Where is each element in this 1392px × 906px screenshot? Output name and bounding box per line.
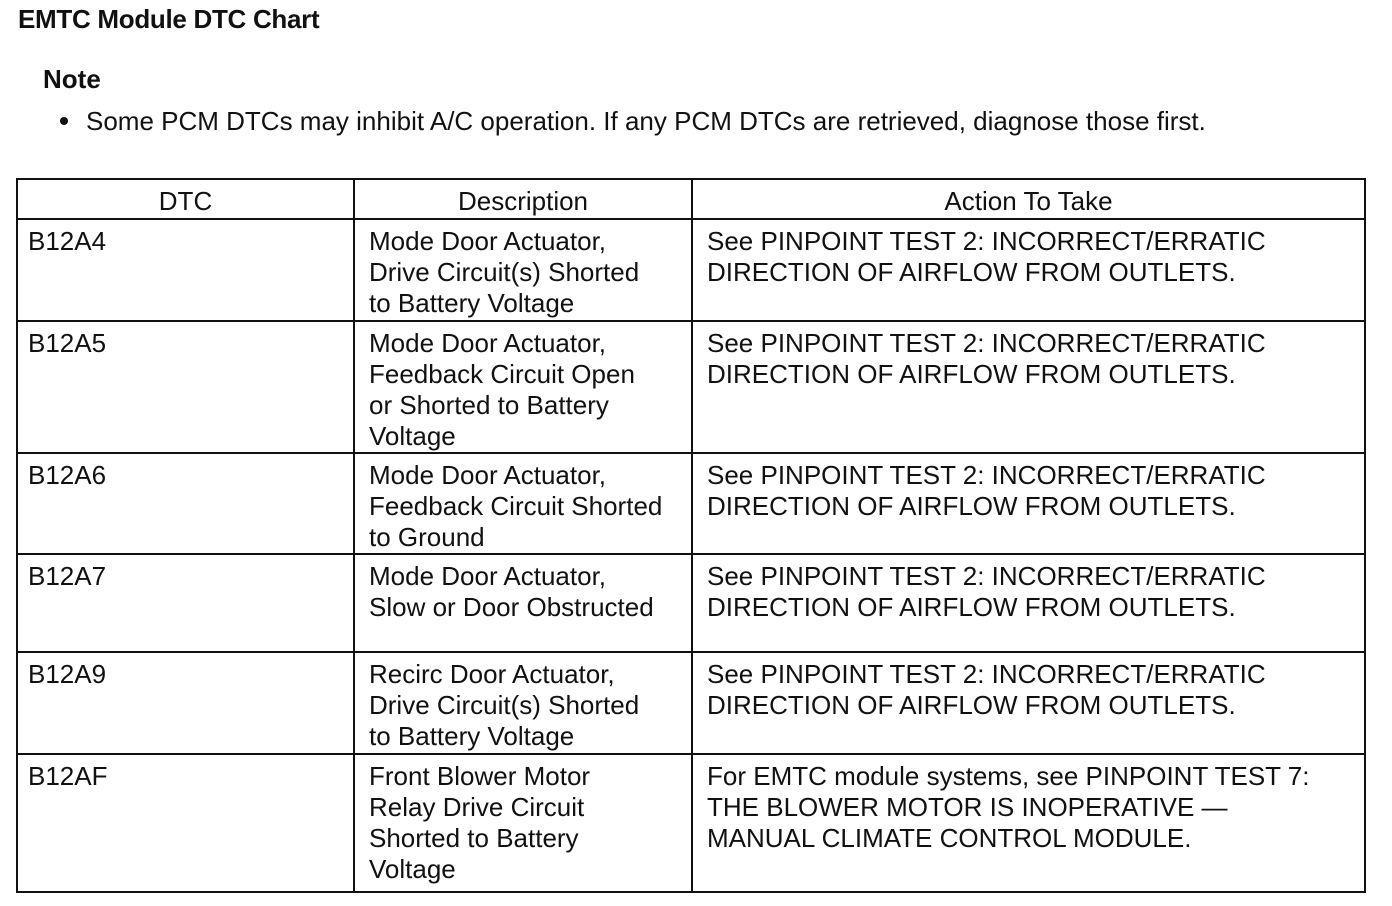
dtc-code: [17, 554, 354, 652]
table-header-row: [17, 179, 1365, 219]
note-item: [60, 106, 1206, 137]
column-header-action: Action To Take: [692, 179, 1365, 219]
table-row: [17, 453, 1365, 554]
dtc-description-text: Recirc Door Actuator, Drive Circuit(s) Shorted to Battery Voltage: [369, 659, 640, 751]
table-row: [17, 321, 1365, 453]
dtc-description: [354, 321, 692, 453]
dtc-action: [692, 554, 1365, 652]
column-header-description: Description: [354, 179, 692, 219]
bullet-icon: [60, 117, 68, 125]
dtc-description: [354, 554, 692, 652]
dtc-action: [692, 754, 1365, 892]
page-title: EMTC Module DTC Chart: [18, 4, 320, 34]
note-heading: Note: [43, 64, 101, 94]
dtc-action-text: See PINPOINT TEST 2: INCORRECT/ERRATIC DIRECTION OF AIRFLOW FROM OUTLETS.: [707, 460, 1266, 521]
dtc-code: [17, 754, 354, 892]
dtc-action: [692, 321, 1365, 453]
dtc-action-text: See PINPOINT TEST 2: INCORRECT/ERRATIC DIRECTION OF AIRFLOW FROM OUTLETS.: [707, 659, 1266, 720]
table-row: [17, 754, 1365, 892]
dtc-action-text: See PINPOINT TEST 2: INCORRECT/ERRATIC DIRECTION OF AIRFLOW FROM OUTLETS.: [707, 226, 1266, 287]
table-row: [17, 554, 1365, 652]
dtc-description-text: Front Blower Motor Relay Drive Circuit Shorted to Battery Voltage: [369, 761, 591, 884]
dtc-description: [354, 652, 692, 754]
dtc-action-text: See PINPOINT TEST 2: INCORRECT/ERRATIC DIRECTION OF AIRFLOW FROM OUTLETS.: [707, 561, 1266, 622]
dtc-code-text: B12A5: [28, 328, 107, 358]
dtc-description: [354, 219, 692, 321]
dtc-action: [692, 453, 1365, 554]
column-header-dtc: DTC: [17, 179, 354, 219]
dtc-action: [692, 219, 1365, 321]
dtc-code: [17, 219, 354, 321]
table-row: [17, 219, 1365, 321]
dtc-code-text: B12A4: [28, 226, 107, 256]
dtc-code: [17, 453, 354, 554]
dtc-description-text: Mode Door Actuator, Feedback Circuit Open or Shorted to Battery Voltage: [369, 328, 635, 451]
dtc-action: [692, 652, 1365, 754]
dtc-description-text: Mode Door Actuator, Drive Circuit(s) Shorted to Battery Voltage: [369, 226, 640, 318]
dtc-code-text: B12A6: [28, 460, 107, 490]
dtc-code: [17, 652, 354, 754]
dtc-code: [17, 321, 354, 453]
dtc-table: [16, 178, 1366, 893]
note-text: Some PCM DTCs may inhibit A/C operation. If any PCM DTCs are retrieved, diagnose those first.: [86, 106, 1206, 136]
dtc-description-text: Mode Door Actuator, Slow or Door Obstructed: [369, 561, 654, 622]
dtc-description: [354, 754, 692, 892]
dtc-code-text: B12A9: [28, 659, 107, 689]
dtc-code-text: B12A7: [28, 561, 107, 591]
dtc-action-text: For EMTC module systems, see PINPOINT TEST 7: THE BLOWER MOTOR IS INOPERATIVE — MANUAL CLIMATE CONTROL MODULE.: [707, 761, 1310, 853]
dtc-description-text: Mode Door Actuator, Feedback Circuit Shorted to Ground: [369, 460, 663, 552]
table-row: [17, 652, 1365, 754]
dtc-code-text: B12AF: [28, 761, 108, 791]
dtc-description: [354, 453, 692, 554]
dtc-action-text: See PINPOINT TEST 2: INCORRECT/ERRATIC DIRECTION OF AIRFLOW FROM OUTLETS.: [707, 328, 1266, 389]
